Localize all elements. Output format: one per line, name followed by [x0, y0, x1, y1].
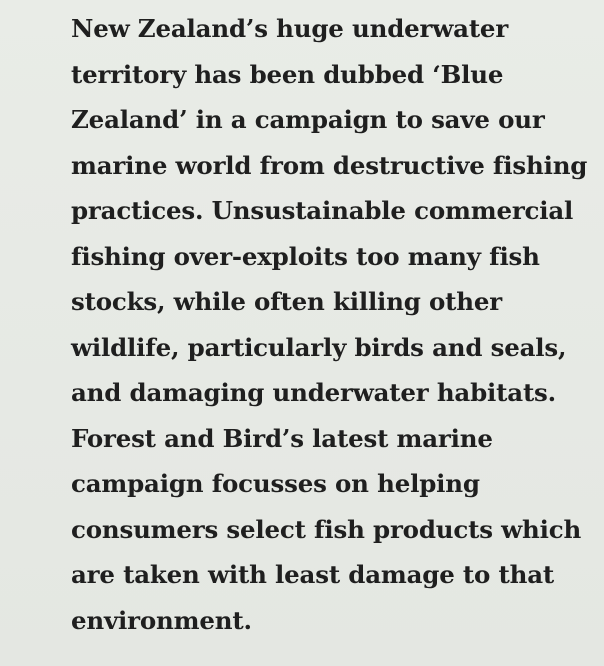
paragraph-line: environment. [71, 605, 252, 635]
paragraph-line: stocks, while often killing other [71, 287, 503, 316]
paragraph-line: practices. Unsustainable commercial [71, 196, 574, 225]
paragraph-line: marine world from destructive fishing [71, 150, 588, 180]
paragraph-line: are taken with least damage to that [71, 560, 555, 589]
paragraph-line: fishing over-exploits too many fish [71, 241, 540, 271]
body-paragraph [71, 6, 591, 643]
paragraph-line: and damaging underwater habitats. [71, 378, 556, 407]
paragraph-line: campaign focusses on helping [71, 469, 480, 498]
paragraph-line: Forest and Bird’s latest marine [71, 423, 493, 453]
paragraph-line: New Zealand’s huge underwater [71, 14, 509, 43]
paragraph-line: Zealand’ in a campaign to save our [71, 105, 545, 134]
paragraph-line: wildlife, particularly birds and seals, [71, 332, 567, 362]
paragraph-line: consumers select fish products which [71, 514, 582, 544]
paragraph-line: territory has been dubbed ‘Blue [71, 59, 504, 89]
